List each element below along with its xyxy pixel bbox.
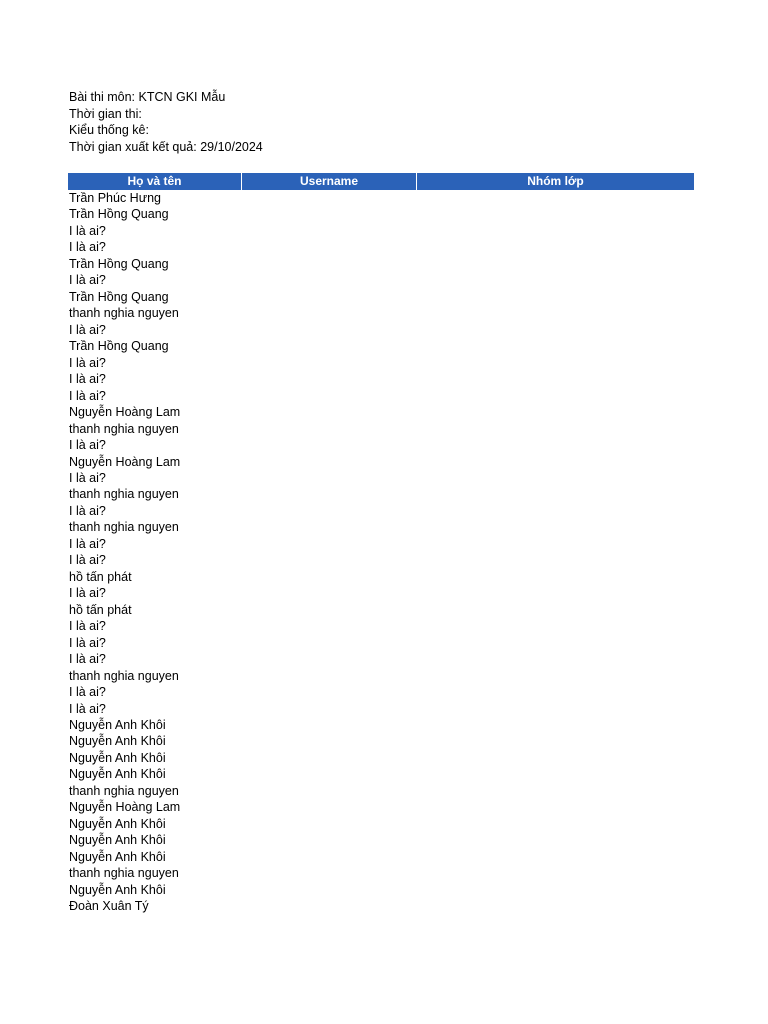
table-row: Trần Hồng Quang [69,207,169,222]
table-row: I là ai? [69,701,106,716]
table-row: thanh nghia nguyen [69,783,179,798]
table-row: I là ai? [69,685,106,700]
table-row: I là ai? [69,273,106,288]
table-row: I là ai? [69,536,106,551]
table-row: Nguyễn Anh Khôi [69,816,166,831]
table-row: Nguyễn Hoàng Lam [69,454,181,469]
table-row: Nguyễn Anh Khôi [69,767,166,782]
table-row: hồ tấn phát [69,569,132,584]
table-row: Nguyễn Anh Khôi [69,882,166,897]
table-row: thanh nghia nguyen [69,866,179,881]
table-row: I là ai? [69,223,106,238]
table-row: I là ai? [69,355,106,370]
column-header-name: Họ và tên [68,173,242,190]
table-row: I là ai? [69,553,106,568]
exam-info [69,89,263,156]
table-row: thanh nghia nguyen [69,306,179,321]
table-row: Nguyễn Anh Khôi [69,849,166,864]
column-header-username: Username [242,173,417,190]
table-row: thanh nghia nguyen [69,487,179,502]
table-row: Nguyễn Anh Khôi [69,833,166,848]
stat-type: Kiểu thống kê: [69,123,149,138]
table-row: Trần Hồng Quang [69,256,169,271]
table-row: Trần Hồng Quang [69,339,169,354]
table-row: thanh nghia nguyen [69,668,179,683]
table-row: Nguyễn Anh Khôi [69,750,166,765]
table-row: I là ai? [69,586,106,601]
table-row: Nguyễn Hoàng Lam [69,405,181,420]
table-row: I là ai? [69,372,106,387]
table-header [68,173,694,190]
table-row: Trần Phúc Hưng [69,191,161,205]
table-row: Nguyễn Hoàng Lam [69,800,181,815]
column-header-class-group: Nhóm lớp [527,174,584,188]
table-row: I là ai? [69,635,106,650]
table-row: I là ai? [69,240,106,255]
table-row: I là ai? [69,388,106,403]
table-row: I là ai? [69,470,106,485]
table-row: I là ai? [69,438,106,453]
table-row: I là ai? [69,652,106,667]
results-table [68,173,694,915]
table-row: Đoàn Xuân Tý [69,899,149,914]
table-row: Nguyễn Anh Khôi [69,734,166,749]
table-row: Trần Hồng Quang [69,289,169,304]
table-row: hồ tấn phát [69,602,132,617]
table-row: I là ai? [69,322,106,337]
exam-time: Thời gian thi: [69,106,142,121]
table-row: I là ai? [69,619,106,634]
table-row: thanh nghia nguyen [69,421,179,436]
table-row: thanh nghia nguyen [69,520,179,535]
exam-subject: Bài thi môn: KTCN GKI Mẫu [69,90,226,104]
table-body [68,190,694,915]
export-time: Thời gian xuất kết quả: 29/10/2024 [69,140,263,155]
table-row: I là ai? [69,503,106,518]
table-row: Nguyễn Anh Khôi [69,718,166,732]
